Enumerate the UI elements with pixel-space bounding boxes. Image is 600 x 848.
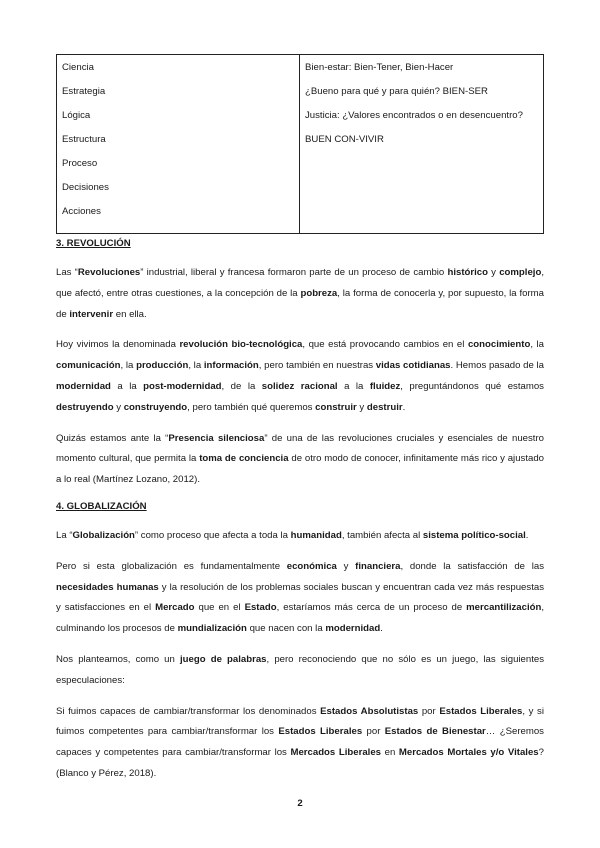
text-run: , la <box>530 339 544 351</box>
table-left-item: Lógica <box>62 110 91 121</box>
text-run: , donde la satisfacción de las <box>400 560 544 572</box>
text-run: Las “ <box>56 267 78 278</box>
section-3-paragraph-1 <box>56 263 544 325</box>
text-run: . <box>380 623 383 635</box>
section-4-paragraph-1 <box>56 526 544 547</box>
text-run: Quizás estamos ante la “ <box>56 432 169 444</box>
text-run: ” como proceso que afecta a toda la <box>134 529 291 541</box>
text-run: , la forma de conocerla y, por supuesto, la forma de <box>56 287 545 320</box>
section-3-paragraph-3 <box>56 429 544 491</box>
table-left-item: Ciencia <box>62 62 94 73</box>
text-run: por <box>362 726 385 738</box>
table-left-item: Proceso <box>62 158 98 169</box>
text-run: ” industrial, liberal y francesa formaron parte de un proceso de cambio <box>140 267 448 278</box>
text-run: y la resolución de los problemas sociales buscan y encuentran cada vez más respuestas y satisfacciones en el <box>56 581 544 614</box>
text-run: y <box>487 267 500 278</box>
bold-term: información <box>203 360 259 372</box>
bold-term: humanidad <box>290 529 342 541</box>
bold-term: intervenir <box>69 308 114 320</box>
section-4-paragraph-4 <box>56 702 544 785</box>
page-number: 2 <box>297 798 303 809</box>
bold-term: económica <box>286 560 337 572</box>
text-run: La “ <box>56 529 73 541</box>
text-run: , que afectó, entre otras cuestiones, a la concepción de la <box>56 267 544 299</box>
text-run: a la <box>110 380 144 392</box>
bold-term: comunicación <box>56 360 121 372</box>
bold-term: producción <box>136 360 189 372</box>
text-run: Nos planteamos, como un <box>56 653 180 665</box>
text-run: , pero también en nuestras <box>258 360 376 372</box>
text-run: , culminando los procesos de <box>56 602 545 635</box>
bold-term: mercantilización <box>466 602 542 614</box>
bold-term: complejo <box>499 267 542 278</box>
text-run: . <box>525 529 529 541</box>
concept-table <box>56 54 544 234</box>
section-4-heading: 4. GLOBALIZACIÓN <box>56 500 147 512</box>
bold-term: histórico <box>447 267 488 278</box>
text-run: . Hemos pasado de la <box>450 360 545 372</box>
text-run: . <box>402 401 406 413</box>
section-4-paragraph-3 <box>56 650 544 692</box>
text-run: , que está provocando cambios en el <box>302 339 468 351</box>
text-run: , pero reconociendo que no sólo es un juego, las siguientes especulaciones: <box>56 653 545 686</box>
bold-term: fluidez <box>369 380 401 392</box>
table-left-item: Estructura <box>62 134 106 145</box>
bold-term: Estados de Bienestar <box>384 726 486 738</box>
bold-term: Estados Absolutistas <box>320 705 419 717</box>
bold-term: solidez racional <box>261 380 338 392</box>
text-run: ” de una de las revoluciones cruciales y esenciales de nuestro momento cultural, que permita la <box>56 432 544 465</box>
bold-term: toma de conciencia <box>199 453 289 465</box>
table-right-item: Justicia: ¿Valores encontrados o en desencuentro? <box>305 110 523 121</box>
table-left-item: Estrategia <box>62 86 106 97</box>
bold-term: sistema político-social <box>422 529 526 541</box>
bold-term: Estados Liberales <box>278 726 363 738</box>
bold-term: Estado <box>244 602 277 614</box>
bold-term: post-modernidad <box>143 380 222 392</box>
bold-term: Presencia silenciosa <box>168 432 265 444</box>
bold-term: Globalización <box>72 529 135 541</box>
text-run: que en el <box>194 602 245 614</box>
text-run: , la <box>120 360 137 372</box>
document-page <box>56 54 544 795</box>
text-run: y <box>356 401 367 413</box>
bold-term: modernidad <box>56 380 111 392</box>
bold-term: Revoluciones <box>77 267 141 278</box>
text-run: , la <box>188 360 204 372</box>
text-run: … ¿Seremos capaces y competentes para cambiar/transformar los <box>56 726 544 759</box>
bold-term: pobreza <box>300 287 338 299</box>
section-4-paragraph-2 <box>56 557 544 640</box>
table-left-column <box>57 55 300 234</box>
text-run: y <box>113 401 124 413</box>
text-run: por <box>418 705 440 717</box>
table-left-item: Acciones <box>62 206 101 217</box>
bold-term: vidas cotidianas <box>375 360 451 372</box>
bold-term: juego de palabras <box>180 653 267 665</box>
bold-term: destruir <box>366 401 403 413</box>
table-right-item: Bien-estar: Bien-Tener, Bien-Hacer <box>305 62 454 73</box>
text-run: ? (Blanco y Pérez, 2018). <box>56 747 544 779</box>
table-right-item: BUEN CON-VIVIR <box>305 134 384 145</box>
bold-term: necesidades humanas <box>56 581 159 593</box>
text-run: Hoy vivimos la denominada <box>56 339 180 351</box>
text-run: en ella. <box>113 308 147 320</box>
bold-term: modernidad <box>325 623 381 635</box>
bold-term: financiera <box>355 560 401 572</box>
text-run: , preguntándonos qué estamos <box>400 380 544 392</box>
text-run: Si fuimos capaces de cambiar/transformar los denominados <box>56 705 321 717</box>
text-run: que nacen con la <box>246 623 326 635</box>
bold-term: destruyendo <box>56 401 114 413</box>
bold-term: mundialización <box>177 623 247 635</box>
bold-term: construir <box>315 401 357 413</box>
text-run: , pero también qué queremos <box>187 401 316 413</box>
bold-term: construyendo <box>123 401 188 413</box>
bold-term: Mercados Mortales y/o Vitales <box>398 747 539 759</box>
text-run: , y si fuimos competentes para cambiar/transformar los <box>56 705 544 738</box>
section-3-paragraph-2 <box>56 335 544 418</box>
text-run: , de la <box>221 380 262 392</box>
text-run: y <box>336 560 356 572</box>
bold-term: Estados Liberales <box>439 705 523 717</box>
bold-term: Mercados Liberales <box>290 747 382 759</box>
bold-term: revolución bio-tecnológica <box>179 339 303 351</box>
bold-term: conocimiento <box>467 339 531 351</box>
text-run: a la <box>337 380 370 392</box>
table-right-column <box>300 55 544 234</box>
text-run: , estaríamos más cerca de un proceso de <box>276 602 467 614</box>
section-3-heading: 3. REVOLUCIÓN <box>56 238 131 249</box>
table-right-item: ¿Bueno para qué y para quién? BIEN-SER <box>305 86 488 97</box>
text-run: Pero si esta globalización es fundamentalmente <box>56 560 287 572</box>
text-run: en <box>381 747 399 759</box>
table-left-item: Decisiones <box>62 182 109 193</box>
text-run: de otro modo de conocer, infinitamente más rico y ajustado a lo real (Martínez Lozano, 2012). <box>56 453 544 486</box>
text-run: , también afecta al <box>341 529 423 541</box>
bold-term: Mercado <box>155 602 195 614</box>
